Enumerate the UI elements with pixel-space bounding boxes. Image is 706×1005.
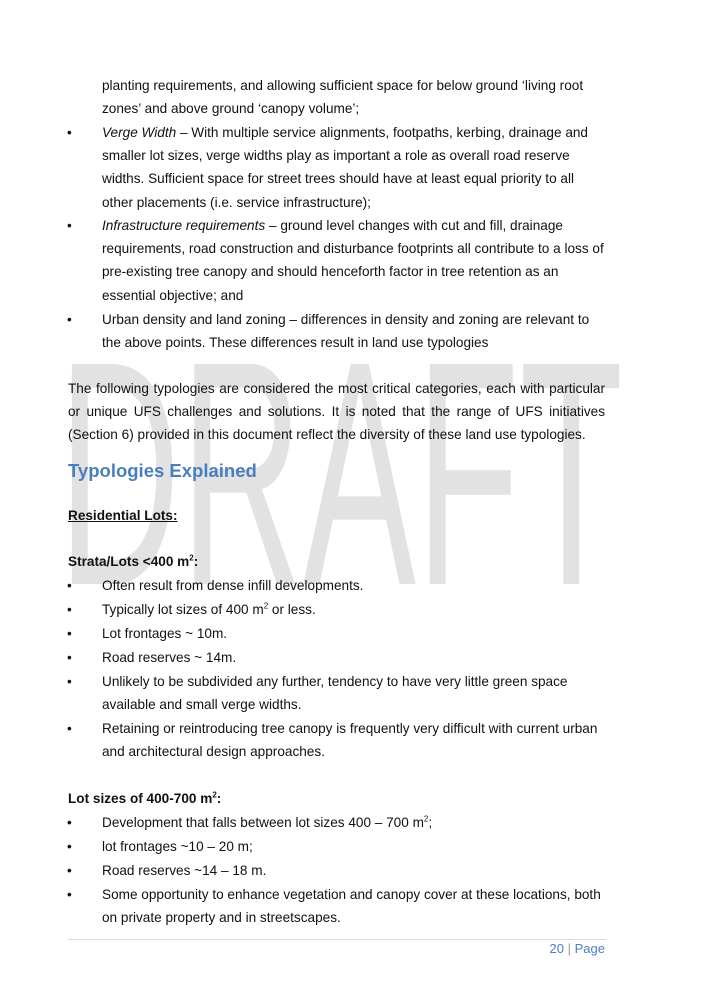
bullet-term: Verge Width [102, 125, 177, 140]
list-item: Urban density and land zoning – differences in density and zoning are relevant to [102, 312, 590, 327]
bullet: • [67, 650, 72, 665]
text-line: smaller lot sizes, verge widths play as important a role as overall road reserve [102, 148, 570, 163]
text-line: and architectural design approaches. [102, 744, 325, 759]
footer-divider [68, 939, 606, 940]
text-line: pre-existing tree canopy and should henceforth factor in tree retention as an [102, 264, 559, 279]
text-line: available and small verge widths. [102, 697, 302, 712]
paragraph-line: The following typologies are considered the most critical categories, each with particular [68, 381, 605, 396]
list-item: Some opportunity to enhance vegetation and canopy cover at these locations, both [102, 887, 601, 902]
list-item: Road reserves ~14 – 18 m. [102, 863, 267, 878]
text-line: essential objective; and [102, 288, 244, 303]
text-line: zones’ and above ground ‘canopy volume’; [102, 101, 360, 116]
list-item: Verge Width – With multiple service alignments, footpaths, kerbing, drainage and [102, 125, 588, 140]
list-item: Unlikely to be subdivided any further, tendency to have very little green space [102, 674, 568, 689]
bullet: • [67, 125, 72, 140]
section-heading: Typologies Explained [68, 460, 257, 481]
text-line: on private property and in streetscapes. [102, 910, 341, 925]
list-item: Development that falls between lot sizes 400 – 700 $m^2$; [102, 814, 433, 830]
bullet: • [67, 815, 72, 830]
svg-text:DRAFT: DRAFT [58, 352, 623, 592]
page-footer [550, 941, 605, 956]
text-line: other placements (i.e. service infrastructure); [102, 195, 371, 210]
bullet: • [67, 218, 72, 233]
paragraph-line: (Section 6) provided in this document reflect the diversity of these land use typologies. [68, 427, 586, 442]
bullet: • [67, 674, 72, 689]
list-item: Often result from dense infill developments. [102, 578, 364, 593]
paragraph-line: or unique UFS challenges and solutions. It is noted that the range of UFS initiatives [68, 404, 605, 419]
list-item: Typically lot sizes of 400 $m^2$ or less. [102, 601, 316, 617]
footer-separator: | [567, 941, 571, 956]
bullet: • [67, 602, 72, 617]
bullet: • [67, 626, 72, 641]
bullet: • [67, 839, 72, 854]
text-line: requirements, road construction and disturbance footprints all contribute to a loss of [102, 241, 604, 256]
bullet: • [67, 721, 72, 736]
text-line: planting requirements, and allowing sufficient space for below ground ‘living root [102, 78, 584, 93]
page-label: Page [574, 941, 605, 956]
text-line: widths. Sufficient space for street trees should have at least equal priority to all [102, 171, 575, 186]
bullet-term: Infrastructure requirements [102, 218, 266, 233]
list-item: Retaining or reintroducing tree canopy is frequently very difficult with current urban [102, 721, 598, 736]
list-item: Infrastructure requirements – ground level changes with cut and fill, drainage [102, 218, 563, 233]
list-item: lot frontages ~10 – 20 m; [102, 839, 253, 854]
subheading-residential: Residential Lots: [68, 508, 178, 523]
list-item: Road reserves ~ 14m. [102, 650, 237, 665]
subheading-lot-sizes: Lot sizes of 400-700 $m^2$: [68, 790, 222, 806]
text-line: the above points. These differences result in land use typologies [102, 335, 489, 350]
subheading-strata: Strata/Lots <400 $m^2$: [68, 553, 199, 569]
page-number: 20 [549, 941, 564, 956]
bullet: • [67, 312, 72, 327]
bullet: • [67, 578, 72, 593]
list-item: Lot frontages ~ 10m. [102, 626, 228, 641]
bullet: • [67, 863, 72, 878]
bullet: • [67, 887, 72, 902]
